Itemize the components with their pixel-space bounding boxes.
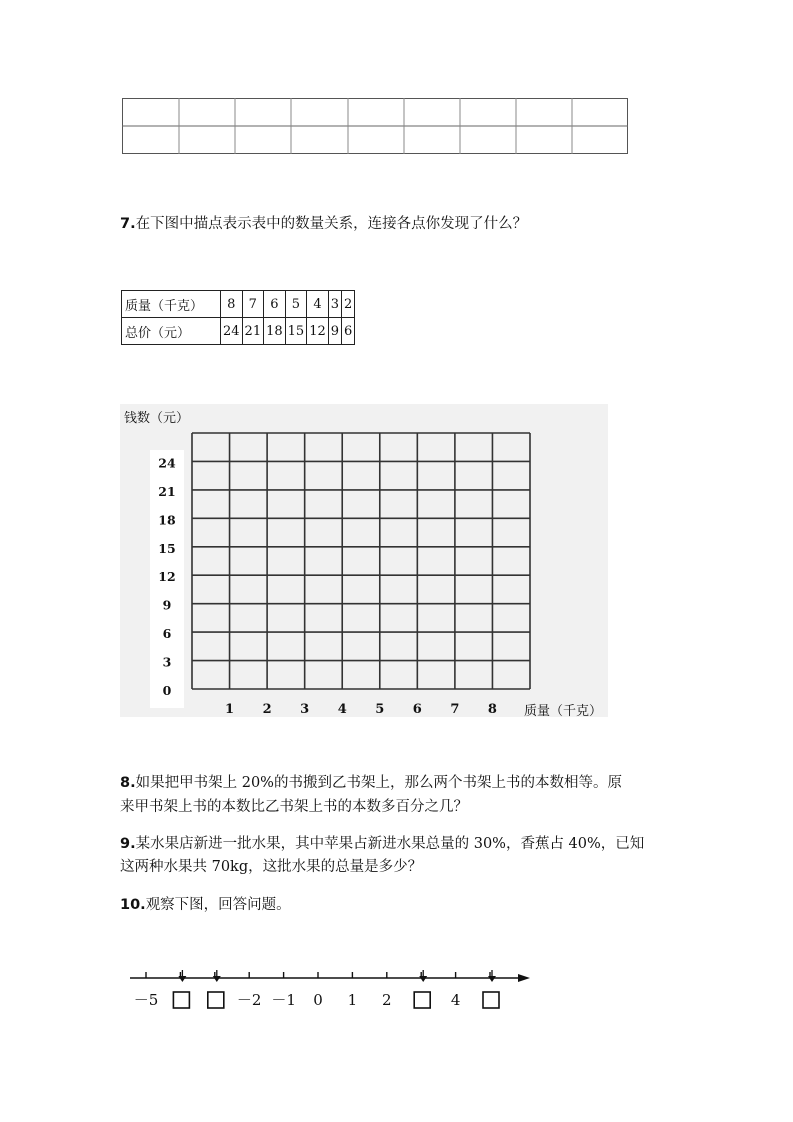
- question-8-number: 8.: [120, 775, 136, 791]
- answer-box[interactable]: [208, 992, 224, 1008]
- x-tick-label: 3: [300, 702, 310, 717]
- y-tick-label: 6: [162, 626, 172, 642]
- table-cell: 4: [307, 291, 329, 318]
- blank-box-with-arrow: [483, 970, 499, 1008]
- arrow-head-icon: [488, 976, 496, 982]
- y-tick-label: 24: [158, 455, 176, 471]
- question-7-number: 7.: [120, 216, 136, 232]
- table-cell: 12: [307, 318, 329, 345]
- table-cell: 9: [328, 318, 341, 345]
- x-tick-label: 6: [412, 702, 422, 717]
- x-axis-title: 质量（千克）: [524, 704, 603, 719]
- y-tick-label: 12: [158, 569, 176, 585]
- blank-box-with-arrow: [208, 970, 224, 1008]
- axis-arrow-icon: [518, 974, 530, 982]
- number-line-label: 4: [450, 991, 461, 1009]
- table-cell: 6: [264, 291, 286, 318]
- number-line-label: －1: [271, 991, 296, 1009]
- x-tick-label: 8: [487, 702, 497, 717]
- x-tick-label: 2: [262, 702, 272, 717]
- y-tick-label: 15: [158, 540, 176, 556]
- number-line-label: －5: [133, 991, 159, 1009]
- arrow-head-icon: [178, 976, 186, 982]
- number-line-label: 2: [382, 991, 392, 1009]
- table-cell: 24: [221, 318, 243, 345]
- number-line-label: 0: [313, 991, 323, 1009]
- question-10-text: 观察下图，回答问题。: [145, 897, 291, 913]
- y-tick-label: 21: [158, 483, 176, 499]
- arrow-head-icon: [419, 976, 427, 982]
- number-line-label: －2: [236, 991, 262, 1009]
- question-8-line-2: 来甲书架上书的本数比乙书架上书的本数多百分之几？: [120, 799, 468, 815]
- table-cell: 8: [221, 291, 243, 318]
- table-cell: 21: [242, 318, 264, 345]
- table-cell: 5: [285, 291, 307, 318]
- row-label-price: 总价（元）: [122, 318, 221, 345]
- x-tick-label: 1: [225, 702, 235, 717]
- table-cell: 2: [342, 291, 355, 318]
- y-tick-label: 18: [158, 512, 176, 528]
- question-9-line-1: 某水果店新进一批水果，其中苹果占新进水果总量的 30%，香蕉占 40%，已知: [135, 836, 645, 852]
- question-10-number: 10.: [120, 897, 146, 913]
- table-cell: 3: [328, 291, 341, 318]
- x-tick-label: 4: [337, 702, 347, 717]
- answer-box[interactable]: [173, 992, 189, 1008]
- answer-box[interactable]: [414, 992, 430, 1008]
- table-cell: 18: [264, 318, 286, 345]
- row-label-weight: 质量（千克）: [122, 291, 221, 318]
- y-tick-label: 3: [162, 654, 172, 670]
- x-tick-label: 7: [450, 702, 460, 717]
- table-cell: 15: [285, 318, 307, 345]
- question-9-line-2: 这两种水果共 70kg，这批水果的总量是多少？: [120, 859, 423, 875]
- arrow-head-icon: [213, 976, 221, 982]
- question-7-text: 在下图中描点表示表中的数量关系，连接各点你发现了什么？: [135, 216, 528, 232]
- number-line-label: 1: [347, 991, 358, 1009]
- y-axis-title: 钱数（元）: [124, 411, 190, 426]
- question-8-line-1: 如果把甲书架上 20%的书搬到乙书架上，那么两个书架上书的本数相等。原: [135, 775, 622, 791]
- answer-box[interactable]: [483, 992, 499, 1008]
- table-cell: 6: [342, 318, 355, 345]
- x-tick-label: 5: [375, 702, 385, 717]
- question-9-number: 9.: [120, 836, 136, 852]
- table-cell: 7: [242, 291, 264, 318]
- blank-box-with-arrow: [414, 970, 430, 1008]
- y-tick-label: 0: [162, 683, 172, 698]
- y-tick-label: 9: [162, 597, 172, 613]
- blank-box-with-arrow: [173, 970, 189, 1008]
